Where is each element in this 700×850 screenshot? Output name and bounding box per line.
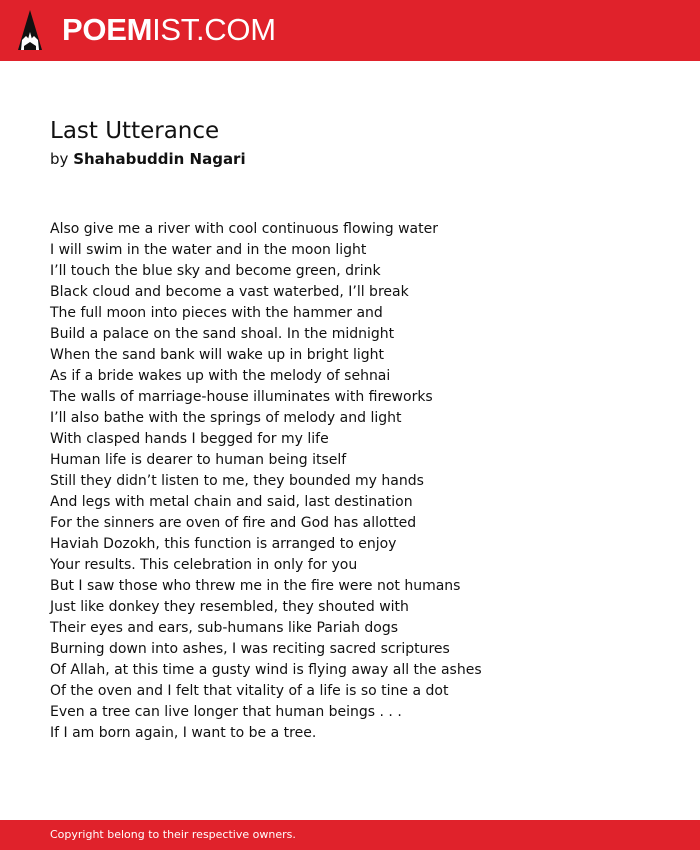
poem-byline <box>50 148 246 170</box>
poem-line: I’ll also bathe with the springs of melody and light <box>50 410 402 426</box>
poem-line: But I saw those who threw me in the fire were not humans <box>50 578 461 594</box>
site-header <box>0 0 700 61</box>
poem-line: If I am born again, I want to be a tree. <box>50 725 317 741</box>
poem-line: Your results. This celebration in only for you <box>50 557 358 573</box>
poem-line: Of Allah, at this time a gusty wind is flying away all the ashes <box>50 662 482 678</box>
poem-line: Their eyes and ears, sub-humans like Pariah dogs <box>50 620 399 636</box>
poem-line: I will swim in the water and in the moon light <box>50 242 367 258</box>
pencil-logo-icon[interactable] <box>18 10 42 52</box>
poem-line: Human life is dearer to human being itself <box>50 452 347 468</box>
poem-line: And legs with metal chain and said, last destination <box>50 494 413 510</box>
poem-line: For the sinners are oven of fire and God has allotted <box>50 515 417 531</box>
poem-line: The full moon into pieces with the hammer and <box>50 305 383 321</box>
site-logo[interactable] <box>62 12 276 48</box>
logo-light-text: IST.COM <box>152 12 276 47</box>
poem-line: Even a tree can live longer that human beings . . . <box>50 704 402 720</box>
poem-line: Just like donkey they resembled, they shouted with <box>50 599 409 615</box>
poem-line: Black cloud and become a vast waterbed, I’ll break <box>50 284 409 300</box>
poem-line: Haviah Dozokh, this function is arranged to enjoy <box>50 536 397 552</box>
poem-line: The walls of marriage-house illuminates with fireworks <box>50 389 433 405</box>
poem-line: Build a palace on the sand shoal. In the midnight <box>50 326 395 342</box>
poem-body <box>50 219 670 744</box>
poem-line: Of the oven and I felt that vitality of a life is so tine a dot <box>50 683 449 699</box>
poem-line: When the sand bank will wake up in bright light <box>50 347 385 363</box>
poem-line: With clasped hands I begged for my life <box>50 431 329 447</box>
site-footer <box>0 820 700 850</box>
poem-author: Shahabuddin Nagari <box>73 150 246 168</box>
logo-bold-text: POEM <box>62 12 153 47</box>
poem-line: I’ll touch the blue sky and become green, drink <box>50 263 381 279</box>
poem-line: Still they didn’t listen to me, they bounded my hands <box>50 473 424 489</box>
poem-title: Last Utterance <box>50 118 220 144</box>
poem-line: As if a bride wakes up with the melody of sehnai <box>50 368 391 384</box>
poem-line: Burning down into ashes, I was reciting sacred scriptures <box>50 641 450 657</box>
copyright-text: Copyright belong to their respective owners. <box>50 828 296 841</box>
poem-line: Also give me a river with cool continuous flowing water <box>50 221 438 237</box>
byline-prefix: by <box>50 150 69 168</box>
